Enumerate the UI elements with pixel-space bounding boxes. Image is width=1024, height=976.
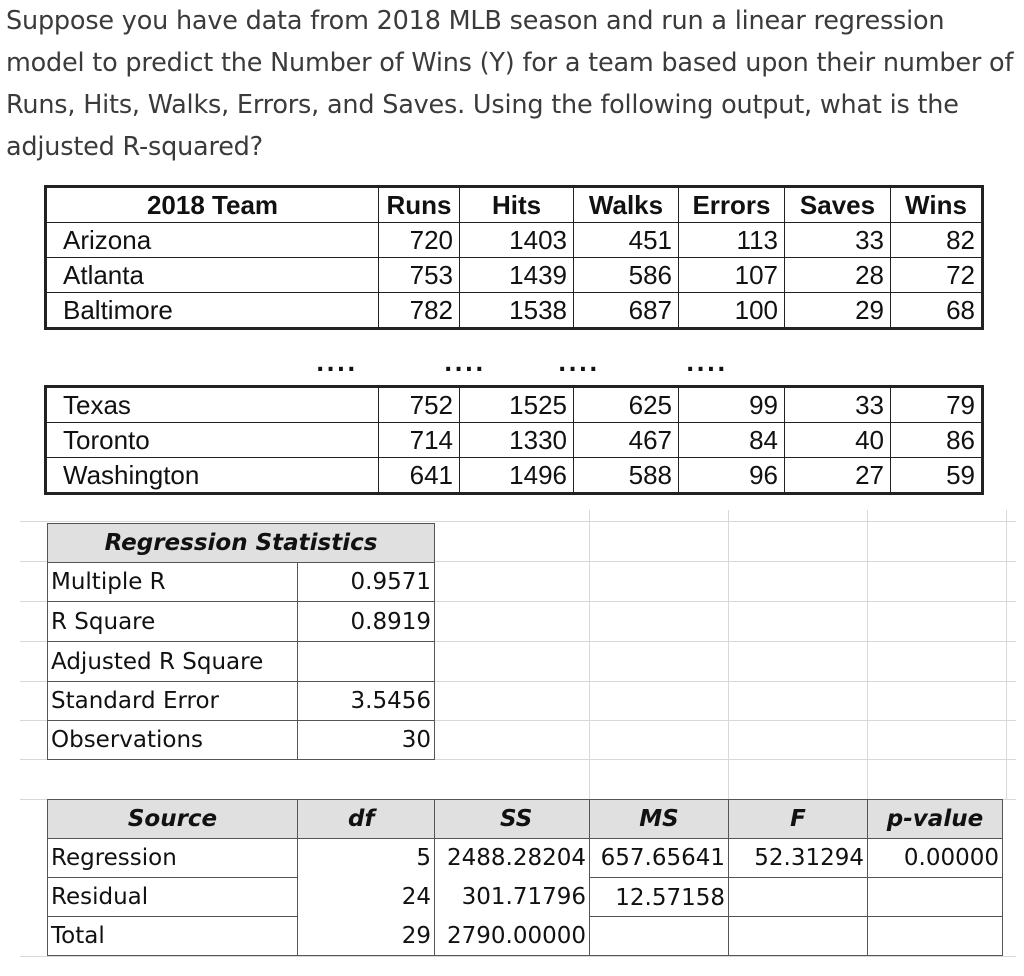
anova-p-value (867, 877, 1003, 917)
anova-source: Total (47, 916, 298, 956)
cell: 68 (891, 293, 983, 329)
team-table-top (44, 185, 984, 330)
header-errors: Errors (679, 187, 785, 223)
cell: 107 (679, 258, 785, 293)
cell: 752 (379, 387, 460, 423)
anova-p-value (867, 916, 1003, 956)
anova-f (728, 916, 868, 956)
cell: 79 (891, 387, 983, 423)
cell: 100 (679, 293, 785, 329)
cell: 96 (679, 458, 785, 494)
cell: 687 (574, 293, 679, 329)
anova-header-df: df (297, 799, 435, 839)
grid-line (867, 510, 868, 800)
table-row (46, 387, 983, 423)
anova-header-f: F (728, 799, 868, 839)
cell: 714 (379, 423, 460, 458)
anova-df: 29 (297, 916, 435, 956)
team-name: Washington (46, 458, 379, 494)
question-text: Suppose you have data from 2018 MLB season and run a linear regression model to predict the Number of Wins (Y) for a team based upon their number of Runs, Hits, Walks, Errors, and Saves. Using the following output, what is the adjusted R-squared? (6, 6, 1014, 162)
cell: 29 (785, 293, 891, 329)
ellipsis-dots: .... (316, 352, 358, 377)
anova-p-value: 0.00000 (867, 838, 1003, 878)
table-row (46, 458, 983, 494)
ellipsis-dots: .... (558, 352, 600, 377)
table-row (46, 423, 983, 458)
stat-label: Adjusted R Square (47, 641, 298, 682)
team-table-bottom (44, 385, 984, 495)
cell: 40 (785, 423, 891, 458)
anova-header-ss: SS (434, 799, 590, 839)
cell: 753 (379, 258, 460, 293)
cell: 28 (785, 258, 891, 293)
cell: 451 (574, 223, 679, 258)
cell: 72 (891, 258, 983, 293)
cell: 113 (679, 223, 785, 258)
cell: 84 (679, 423, 785, 458)
grid-line (728, 510, 729, 800)
cell: 782 (379, 293, 460, 329)
anova-ss: 301.71796 (434, 877, 590, 917)
anova-f: 52.31294 (728, 838, 868, 878)
anova-ms: 657.65641 (589, 838, 729, 878)
stat-value: 0.8919 (297, 601, 435, 642)
grid-line (1006, 510, 1007, 800)
anova-header-ms: MS (589, 799, 729, 839)
team-name: Baltimore (46, 293, 379, 329)
stat-value: 3.5456 (297, 681, 435, 721)
cell: 1403 (460, 223, 574, 258)
cell: 625 (574, 387, 679, 423)
header-team: 2018 Team (46, 187, 379, 223)
anova-ms (589, 916, 729, 956)
stat-label: Multiple R (47, 562, 298, 602)
cell: 1525 (460, 387, 574, 423)
cell: 586 (574, 258, 679, 293)
anova-source: Regression (47, 838, 298, 878)
header-walks: Walks (574, 187, 679, 223)
anova-f (728, 877, 868, 917)
anova-df: 5 (297, 838, 435, 878)
cell: 641 (379, 458, 460, 494)
cell: 82 (891, 223, 983, 258)
cell: 33 (785, 223, 891, 258)
cell: 33 (785, 387, 891, 423)
stat-label: Observations (47, 720, 298, 760)
cell: 720 (379, 223, 460, 258)
team-name: Texas (46, 387, 379, 423)
header-runs: Runs (379, 187, 460, 223)
cell: 1496 (460, 458, 574, 494)
cell: 1538 (460, 293, 574, 329)
cell: 588 (574, 458, 679, 494)
ellipsis-dots: .... (686, 352, 728, 377)
anova-ms: 12.57158 (589, 877, 729, 917)
header-hits: Hits (460, 187, 574, 223)
grid-line (589, 510, 590, 800)
adjusted-r-square-value (297, 641, 435, 682)
cell: 27 (785, 458, 891, 494)
header-wins: Wins (891, 187, 983, 223)
anova-header-source: Source (47, 799, 298, 839)
team-name: Atlanta (46, 258, 379, 293)
cell: 99 (679, 387, 785, 423)
anova-source: Residual (47, 877, 298, 917)
table-row (46, 293, 983, 329)
grid-line (20, 956, 1016, 957)
cell: 59 (891, 458, 983, 494)
anova-ss: 2790.00000 (434, 916, 590, 956)
table-row (46, 223, 983, 258)
regression-statistics-title: Regression Statistics (47, 523, 435, 563)
anova-ss: 2488.28204 (434, 838, 590, 878)
team-name: Arizona (46, 223, 379, 258)
stat-label: Standard Error (47, 681, 298, 721)
stat-label: R Square (47, 601, 298, 642)
anova-df: 24 (297, 877, 435, 917)
header-saves: Saves (785, 187, 891, 223)
team-table-header-row (46, 187, 983, 223)
cell: 1330 (460, 423, 574, 458)
cell: 467 (574, 423, 679, 458)
stat-value: 30 (297, 720, 435, 760)
cell: 1439 (460, 258, 574, 293)
team-name: Toronto (46, 423, 379, 458)
cell: 86 (891, 423, 983, 458)
table-row (46, 258, 983, 293)
ellipsis-dots: .... (444, 352, 486, 377)
anova-header-p-value: p-value (867, 799, 1003, 839)
stat-value: 0.9571 (297, 562, 435, 602)
